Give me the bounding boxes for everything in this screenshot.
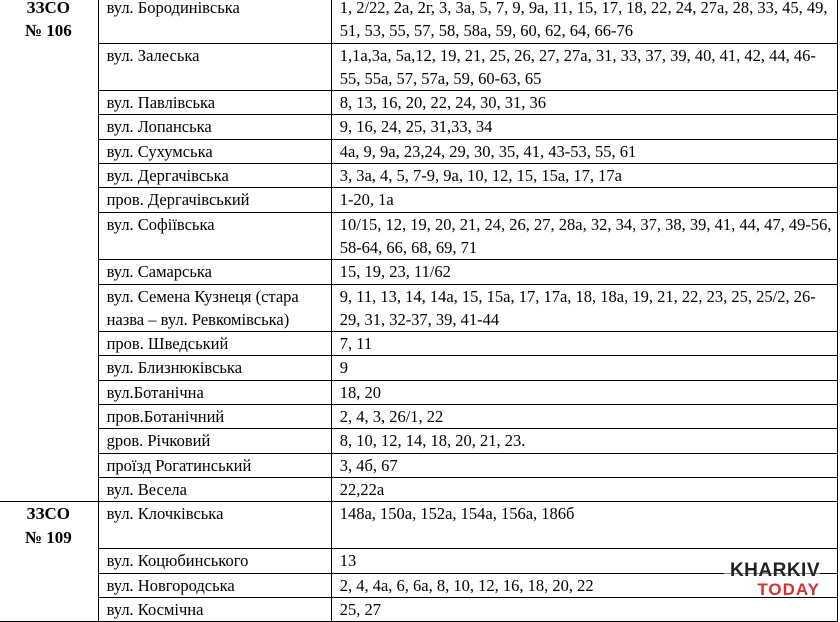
table-row: [0, 188, 838, 212]
table-row: [0, 43, 838, 91]
house-numbers: 15, 19, 23, 11/62: [331, 260, 837, 284]
kharkiv-today-logo: [724, 561, 820, 603]
street-name: вул. Софіївська: [98, 212, 331, 260]
table-row: [0, 115, 838, 139]
school-cell: [0, 549, 98, 573]
street-name: вул. Семена Кузнеця (стара назва – вул. Ревкомівська): [98, 284, 331, 332]
school-label: № 109: [24, 527, 72, 547]
logo-text-top: KHARKIV: [724, 561, 820, 580]
school-cell: [0, 260, 98, 284]
street-name: вул. Лопанська: [98, 115, 331, 139]
street-name: вул. Близнюківська: [98, 356, 331, 380]
table-row: [0, 405, 838, 429]
table-row: [0, 502, 838, 549]
street-name: вул. Павлівська: [98, 91, 331, 115]
school-cell: [0, 284, 98, 332]
table-row: [0, 332, 838, 356]
house-numbers: 8, 10, 12, 14, 18, 20, 21, 23.: [331, 429, 837, 453]
table-row: [0, 573, 838, 597]
school-cell: [0, 332, 98, 356]
street-name: вул. Клочківська: [98, 502, 331, 549]
school-label: ЗЗСО: [26, 504, 70, 524]
house-numbers: 10/15, 12, 19, 20, 21, 24, 26, 27, 28а, 32, 34, 37, 38, 39, 41, 44, 47, 49-56, 58-64, 66, 68, 69, 71: [331, 212, 837, 260]
table-row: [0, 212, 838, 260]
house-numbers: 1,1а,3а, 5а,12, 19, 21, 25, 26, 27, 27а, 31, 33, 37, 39, 40, 41, 42, 44, 46-55, 55а, 57, 57а, 59, 60-63, 65: [331, 43, 837, 91]
house-numbers: 25, 27: [331, 597, 837, 621]
house-numbers: 2, 4, 4а, 6, 6а, 8, 10, 12, 16, 18, 20, 22: [331, 573, 837, 597]
table-row: [0, 429, 838, 453]
house-numbers: 8, 13, 16, 20, 22, 24, 30, 31, 36: [331, 91, 837, 115]
street-name: вул. Сухумська: [98, 139, 331, 163]
street-name: вул. Весела: [98, 477, 331, 501]
school-cell: [0, 380, 98, 404]
table-row: [0, 91, 838, 115]
street-name: вул. Самарська: [98, 260, 331, 284]
school-cell: [0, 164, 98, 188]
house-numbers: 3, 3а, 4, 5, 7-9, 9а, 10, 12, 15, 15а, 17, 17а: [331, 164, 837, 188]
house-numbers: 4а, 9, 9а, 23,24, 29, 30, 35, 41, 43-53, 55, 61: [331, 139, 837, 163]
street-name: вул.Ботанічна: [98, 380, 331, 404]
table-row: [0, 453, 838, 477]
school-cell: [0, 356, 98, 380]
street-name: пров. Дергачівський: [98, 188, 331, 212]
house-numbers: 2, 4, 3, 26/1, 22: [331, 405, 837, 429]
table-row: [0, 597, 838, 621]
house-numbers: 7, 11: [331, 332, 837, 356]
street-name: вул. Бородинівська: [98, 0, 331, 43]
table-row: [0, 260, 838, 284]
house-numbers: 9: [331, 356, 837, 380]
street-name: проїзд Рогатинський: [98, 453, 331, 477]
table-row: [0, 139, 838, 163]
table-row: [0, 284, 838, 332]
house-numbers: 9, 11, 13, 14, 14а, 15, 15а, 17, 17а, 18, 18а, 19, 21, 22, 23, 25, 25/2, 26-29, 31, 32-37, 39, 41-44: [331, 284, 837, 332]
table-row: [0, 356, 838, 380]
school-cell: [0, 477, 98, 501]
school-label: ЗЗСО: [26, 0, 70, 17]
school-cell: [0, 212, 98, 260]
table-row: [0, 380, 838, 404]
table-row: [0, 164, 838, 188]
house-numbers: 1-20, 1а: [331, 188, 837, 212]
school-cell: [0, 0, 98, 43]
house-numbers: 3, 4б, 67: [331, 453, 837, 477]
street-name: вул. Дергачівська: [98, 164, 331, 188]
street-name: gров. Річковий: [98, 429, 331, 453]
table-row: [0, 0, 838, 43]
street-name: вул. Космічна: [98, 597, 331, 621]
school-cell: [0, 502, 98, 549]
house-numbers: 1, 2/22, 2а, 2г, 3, 3а, 5, 7, 9, 9а, 11, 15, 17, 18, 22, 24, 27а, 28, 33, 45, 49, 51, 53, 55, 57, 58, 58а, 59, 60, 62, 64, 66-76: [331, 0, 837, 43]
school-cell: [0, 429, 98, 453]
school-cell: [0, 597, 98, 621]
school-label: № 106: [24, 21, 72, 41]
school-cell: [0, 188, 98, 212]
school-cell: [0, 43, 98, 91]
street-name: вул. Коцюбинського: [98, 549, 331, 573]
logo-text-bottom: TODAY: [757, 580, 820, 599]
school-cell: [0, 405, 98, 429]
street-name: пров. Шведський: [98, 332, 331, 356]
table-row: [0, 549, 838, 573]
street-name: пров.Ботанічний: [98, 405, 331, 429]
house-numbers: 148а, 150а, 152а, 154а, 156а, 186б: [331, 502, 837, 549]
school-cell: [0, 573, 98, 597]
house-numbers: 18, 20: [331, 380, 837, 404]
school-cell: [0, 115, 98, 139]
street-name: вул. Залеська: [98, 43, 331, 91]
house-numbers: 9, 16, 24, 25, 31,33, 34: [331, 115, 837, 139]
school-cell: [0, 139, 98, 163]
school-cell: [0, 453, 98, 477]
house-numbers: 22,22а: [331, 477, 837, 501]
street-name: вул. Новгородська: [98, 573, 331, 597]
table-row: [0, 477, 838, 501]
school-cell: [0, 91, 98, 115]
house-numbers: 13: [331, 549, 837, 573]
